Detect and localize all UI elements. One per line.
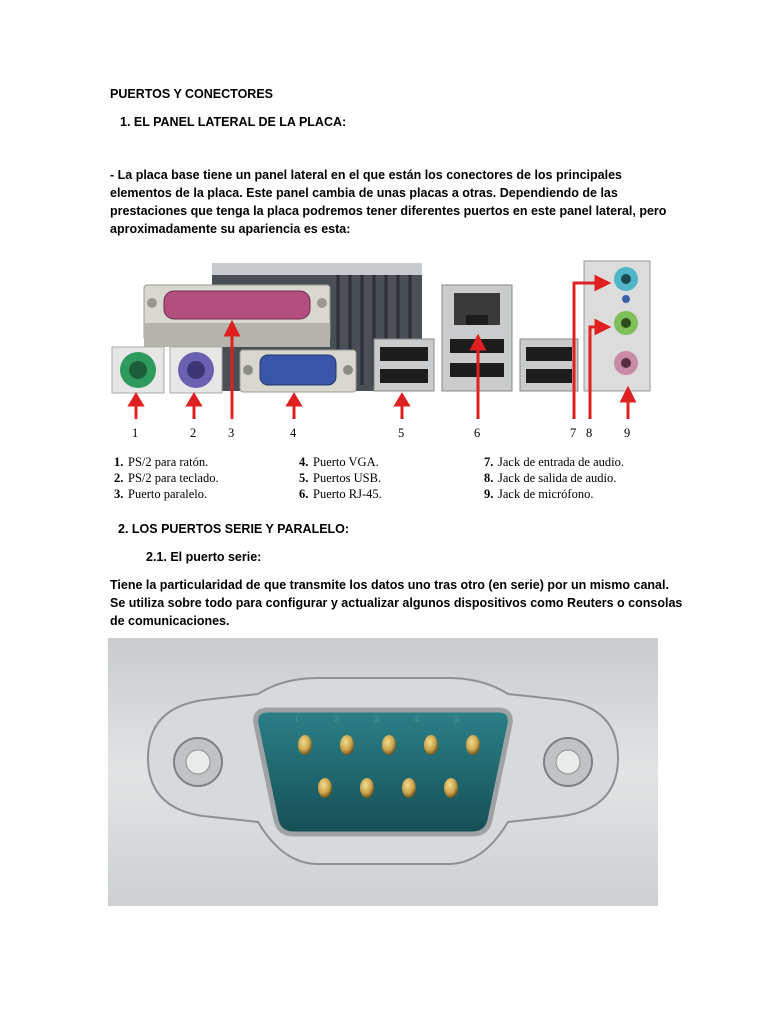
intro-line: prestaciones que tenga la placa podremos tener diferentes puertos en este panel lateral, pero <box>110 204 667 218</box>
legend-number: 8. <box>484 471 494 485</box>
pin <box>402 778 416 798</box>
pin <box>340 735 354 755</box>
intro-paragraph <box>110 166 670 238</box>
intro-line: elementos de la placa. Este panel cambia de unas placas a otras. Dependiendo de las <box>110 186 618 200</box>
intro-line: aproximadamente su apariencia es esta: <box>110 222 351 236</box>
figure-number: 1 <box>132 426 139 440</box>
legend-number: 2. <box>114 471 124 485</box>
serial-port-photo <box>108 638 658 906</box>
legend-text: PS/2 para teclado. <box>128 471 219 485</box>
section-1-heading: 1. EL PANEL LATERAL DE LA PLACA: <box>120 115 347 129</box>
vga-port-image <box>240 350 356 392</box>
legend-number: 4. <box>299 455 309 469</box>
legend-text: Puerto paralelo. <box>128 487 208 501</box>
figure-number: 2 <box>190 426 197 440</box>
pin-number: 2 <box>334 714 340 724</box>
figure-number: 3 <box>228 426 235 440</box>
legend-number: 6. <box>299 487 309 501</box>
legend-text: Jack de salida de audio. <box>498 471 617 485</box>
usb-ports-image <box>374 339 434 391</box>
page-title: PUERTOS Y CONECTORES <box>110 87 274 101</box>
legend-text: Puerto VGA. <box>313 455 379 469</box>
usb-ports-2-image <box>520 339 578 391</box>
serie-line: Tiene la particularidad de que transmite los datos uno tras otro (en serie) por un mismo canal. <box>110 578 669 592</box>
legend-text: Jack de micrófono. <box>498 487 594 501</box>
ps2-mouse-image <box>112 347 164 393</box>
pin <box>318 778 332 798</box>
screw-left <box>174 738 222 786</box>
legend-text: PS/2 para ratón. <box>128 455 209 469</box>
figure-number: 7 <box>570 426 577 440</box>
pin <box>298 735 312 755</box>
legend-number: 9. <box>484 487 494 501</box>
serie-line: de comunicaciones. <box>110 614 230 628</box>
figure-number: 8 <box>586 426 593 440</box>
pin-number: 4 <box>414 714 420 724</box>
figure-number: 5 <box>398 426 405 440</box>
intro-line: - La placa base tiene un panel lateral en el que están los conectores de los principales <box>110 168 622 182</box>
pin-number: 3 <box>374 714 380 724</box>
figure-number: 6 <box>474 426 481 440</box>
pin-number: 1 <box>294 714 300 724</box>
serie-line: Se utiliza sobre todo para configurar y actualizar algunos dispositivos como Reuters o consolas <box>110 596 683 610</box>
subsection-2-1-heading: 2.1. El puerto serie: <box>146 550 262 564</box>
legend-number: 3. <box>114 487 124 501</box>
db9-shell <box>256 710 511 834</box>
ps2-keyboard-image <box>170 347 222 393</box>
figure-number: 9 <box>624 426 631 440</box>
pin <box>466 735 480 755</box>
pin-number: 5 <box>454 714 460 724</box>
section-2-heading: 2. LOS PUERTOS SERIE Y PARALELO: <box>118 522 350 536</box>
pin <box>444 778 458 798</box>
screw-right <box>544 738 592 786</box>
pin <box>424 735 438 755</box>
figure-number: 4 <box>290 426 297 440</box>
legend-number: 1. <box>114 455 124 469</box>
serie-paragraph <box>110 576 683 630</box>
pin <box>360 778 374 798</box>
legend-number: 7. <box>484 455 494 469</box>
legend-number: 5. <box>299 471 309 485</box>
legend-text: Jack de entrada de audio. <box>498 455 624 469</box>
back-panel-figure <box>108 255 656 510</box>
legend-text: Puerto RJ-45. <box>313 487 382 501</box>
parallel-port-image <box>144 285 330 347</box>
pin <box>382 735 396 755</box>
legend-text: Puertos USB. <box>313 471 382 485</box>
